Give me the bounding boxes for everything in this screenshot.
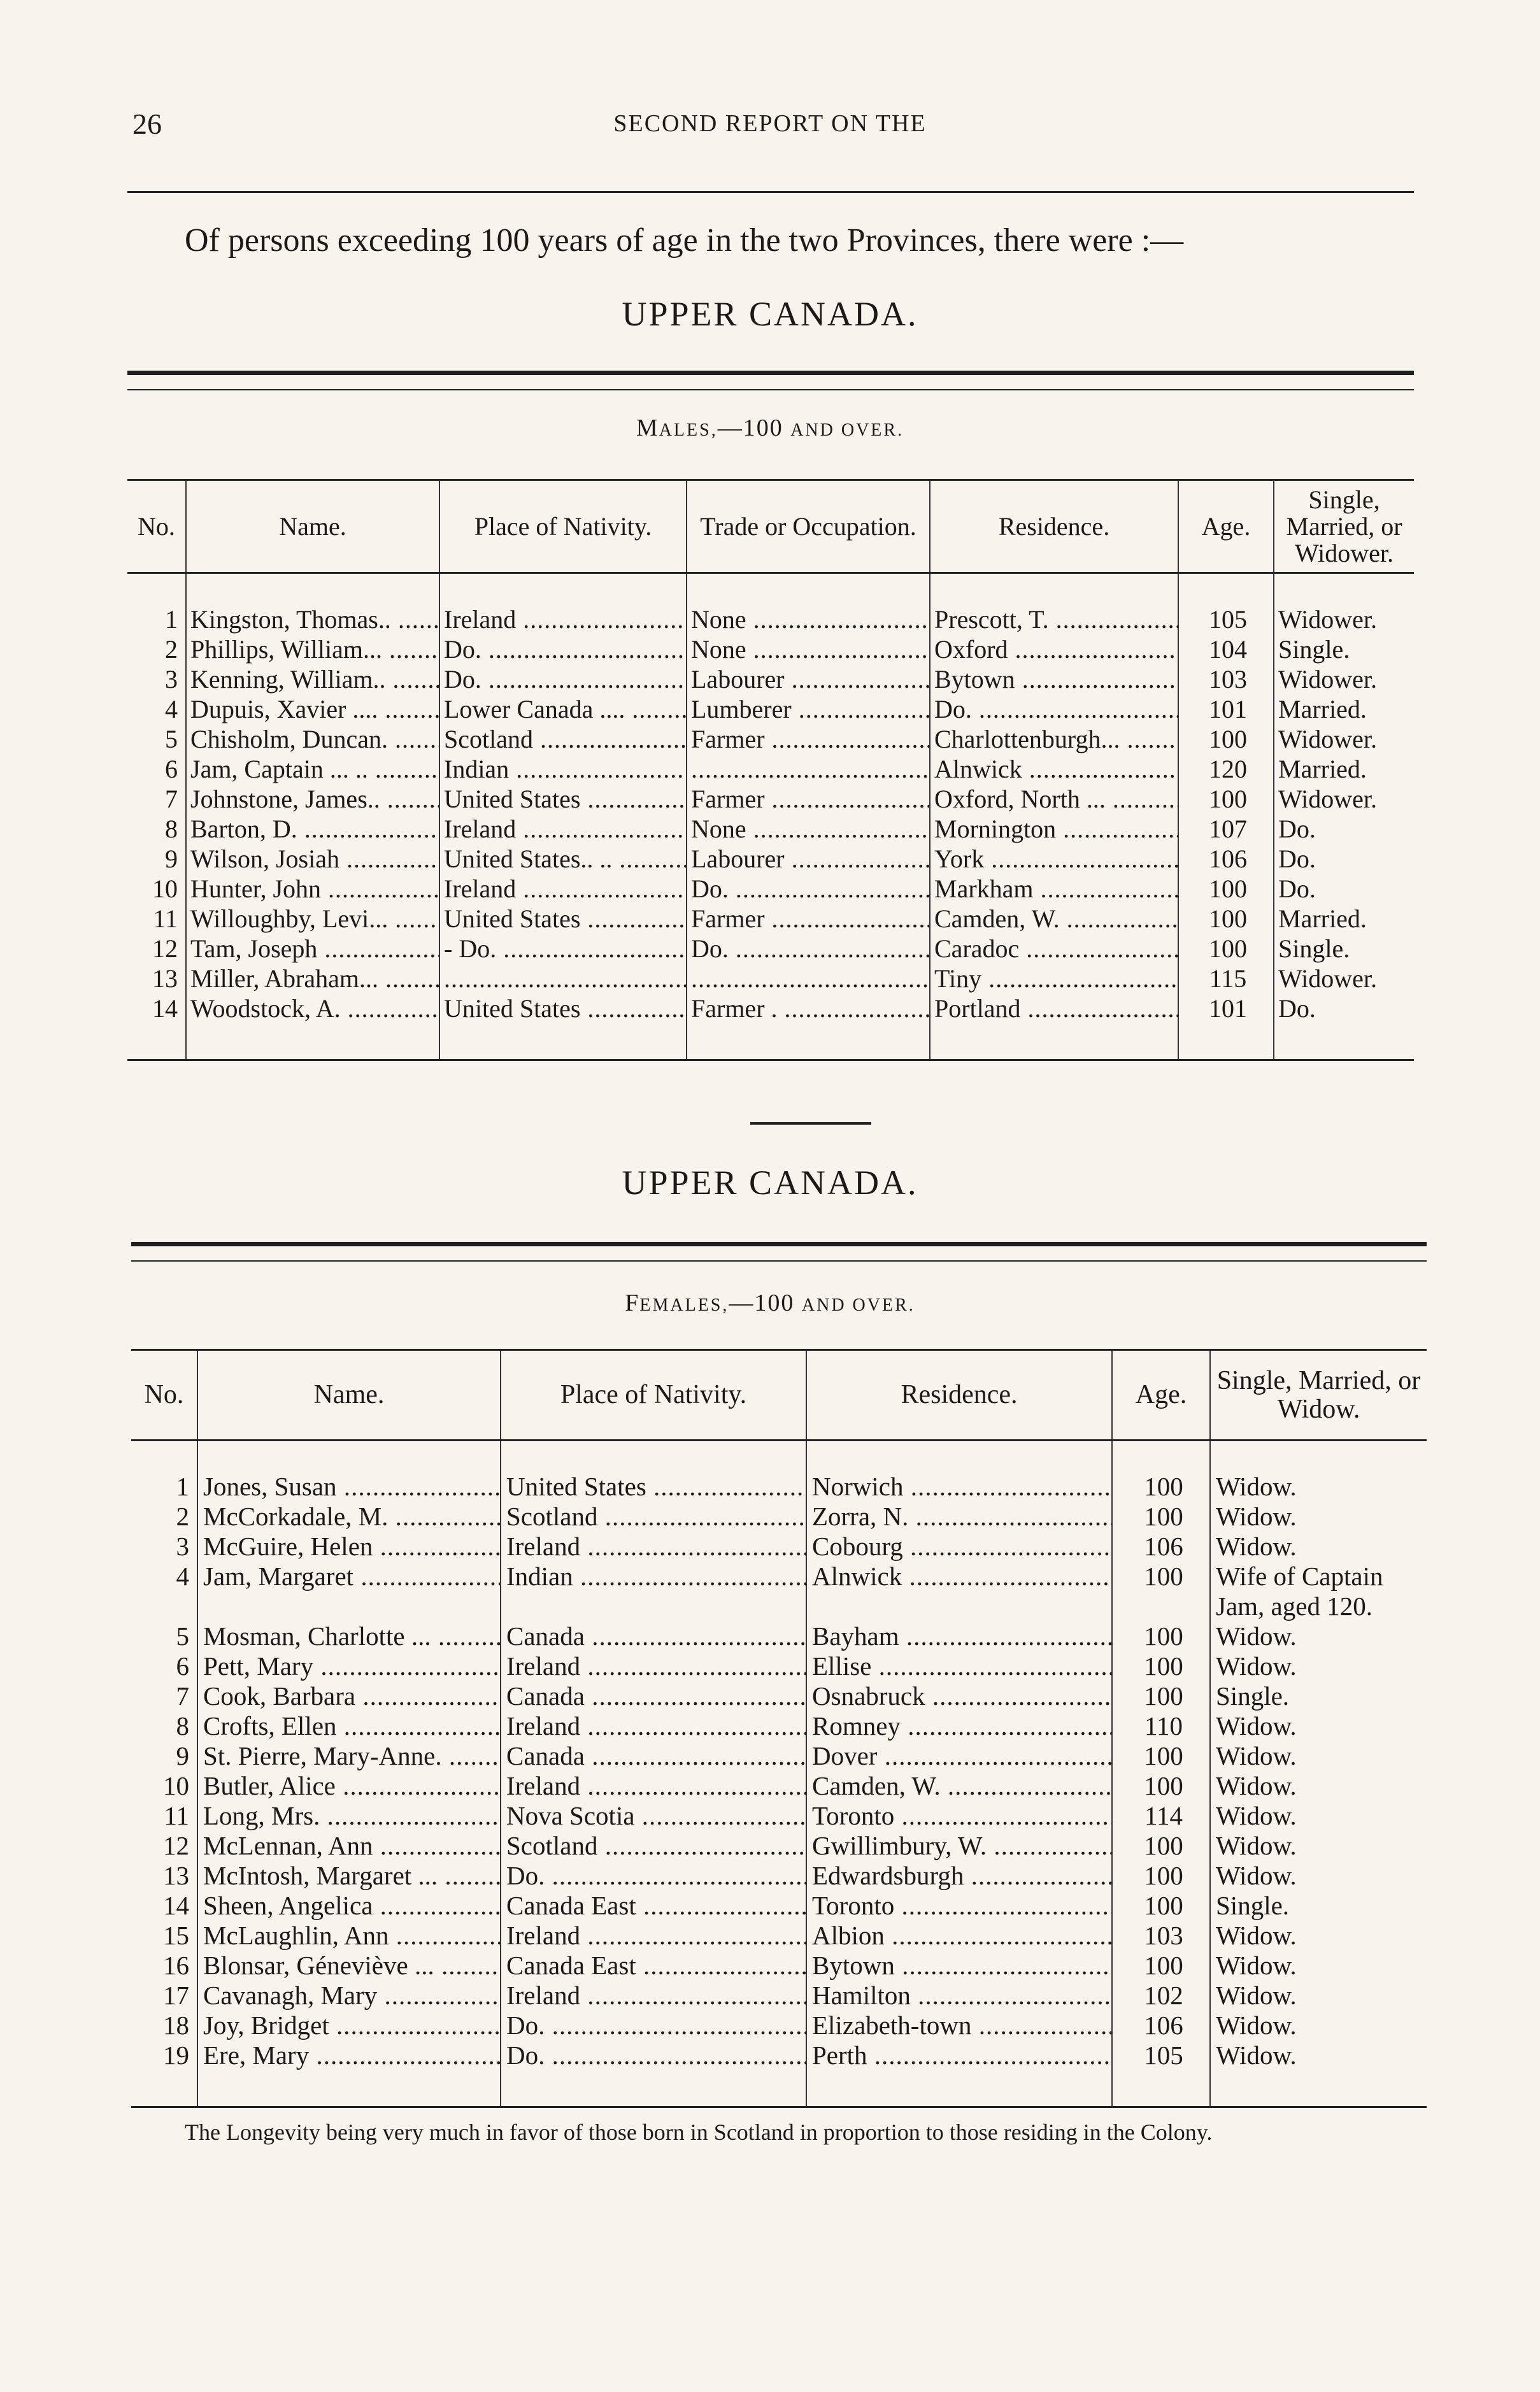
cell-residence: Elizabeth-town ..... bbox=[806, 2011, 1112, 2040]
cell-age: 101 bbox=[1178, 993, 1274, 1060]
males-table bbox=[127, 479, 1414, 1061]
cell-nativity: Do. ..... bbox=[501, 2040, 806, 2107]
cell-residence: Portland ..... bbox=[930, 993, 1178, 1060]
cell-residence: Norwich ..... bbox=[806, 1441, 1112, 1502]
cell-nativity: Canada ..... bbox=[501, 1681, 806, 1711]
females-header-row bbox=[131, 1350, 1427, 1441]
cell-occupation: Lumberer ..... bbox=[687, 694, 930, 724]
cell-age: 100 bbox=[1112, 1651, 1210, 1681]
table-row bbox=[131, 1951, 1427, 1981]
cell-no: 6 bbox=[165, 755, 178, 783]
table-row bbox=[127, 634, 1414, 664]
cell-no: 3 bbox=[176, 1532, 189, 1561]
cell-no: 7 bbox=[165, 785, 178, 813]
col-header-status: Single, Married, or Widow. bbox=[1210, 1350, 1427, 1441]
col-header-age: Age. bbox=[1178, 480, 1274, 573]
table-row bbox=[131, 1771, 1427, 1801]
cell-age: 100 bbox=[1178, 934, 1274, 964]
cell-age: 100 bbox=[1112, 1681, 1210, 1711]
cell-name: McIntosh, Margaret ... ..... bbox=[197, 1861, 501, 1891]
cell-nativity: United States.. .. ..... bbox=[439, 844, 687, 874]
cell-occupation: Farmer ..... bbox=[687, 784, 930, 814]
cell-age: 102 bbox=[1112, 1981, 1210, 2011]
cell-status: Wife of Captain Jam, aged 120. bbox=[1210, 1562, 1427, 1621]
col-header-status: Single, Married, or Widower. bbox=[1274, 480, 1414, 573]
cell-no: 12 bbox=[152, 934, 178, 963]
cell-age: 100 bbox=[1178, 784, 1274, 814]
cell-status: Widow. bbox=[1210, 1532, 1427, 1562]
cell-status: Widower. bbox=[1274, 964, 1414, 993]
section-separator bbox=[750, 1122, 871, 1125]
cell-name: Cook, Barbara ..... bbox=[197, 1681, 501, 1711]
cell-no: 9 bbox=[176, 1741, 189, 1770]
cell-status: Widow. bbox=[1210, 2040, 1427, 2107]
cell-no: 4 bbox=[176, 1562, 189, 1591]
cell-occupation: Do. ..... bbox=[687, 934, 930, 964]
table-row bbox=[131, 1502, 1427, 1532]
cell-residence: Bytown ..... bbox=[930, 664, 1178, 694]
cell-no: 3 bbox=[165, 665, 178, 694]
cell-occupation: Farmer ..... bbox=[687, 724, 930, 754]
cell-occupation: Farmer ..... bbox=[687, 904, 930, 934]
cell-residence: Toronto ..... bbox=[806, 1801, 1112, 1831]
table-row bbox=[127, 814, 1414, 844]
cell-age: 100 bbox=[1178, 904, 1274, 934]
cell-name: McCorkadale, M. ..... bbox=[197, 1502, 501, 1532]
cell-no: 8 bbox=[165, 815, 178, 843]
cell-occupation: Farmer . ..... bbox=[687, 993, 930, 1060]
cell-age: 101 bbox=[1178, 694, 1274, 724]
col-header-residence: Residence. bbox=[806, 1350, 1112, 1441]
cell-residence: Tiny ..... bbox=[930, 964, 1178, 993]
cell-age: 100 bbox=[1112, 1441, 1210, 1502]
cell-status: Widow. bbox=[1210, 1711, 1427, 1741]
header-rule bbox=[127, 191, 1414, 193]
cell-residence: Markham ..... bbox=[930, 874, 1178, 904]
cell-residence: Bytown ..... bbox=[806, 1951, 1112, 1981]
col-header-no: No. bbox=[131, 1350, 197, 1441]
table-row bbox=[131, 1741, 1427, 1771]
cell-name: Jam, Captain ... .. ..... bbox=[186, 754, 439, 784]
cell-no: 5 bbox=[165, 725, 178, 753]
cell-no: 4 bbox=[165, 695, 178, 723]
table-row bbox=[127, 874, 1414, 904]
cell-status: Do. bbox=[1274, 993, 1414, 1060]
col-header-residence: Residence. bbox=[930, 480, 1178, 573]
cell-name: Kingston, Thomas.. ..... bbox=[186, 573, 439, 635]
cell-name: Blonsar, Géneviève ... ..... bbox=[197, 1951, 501, 1981]
cell-status: Widower. bbox=[1274, 784, 1414, 814]
males-subtitle: MALES,—100 AND OVER. bbox=[636, 415, 904, 441]
cell-residence: Camden, W. ..... bbox=[930, 904, 1178, 934]
cell-age: 120 bbox=[1178, 754, 1274, 784]
cell-name: Ere, Mary ..... bbox=[197, 2040, 501, 2107]
cell-no: 10 bbox=[152, 874, 178, 903]
col-header-name: Name. bbox=[197, 1350, 501, 1441]
cell-occupation bbox=[687, 964, 930, 993]
cell-residence: Prescott, T. ..... bbox=[930, 573, 1178, 635]
col-header-age: Age. bbox=[1112, 1350, 1210, 1441]
cell-status: Married. bbox=[1274, 694, 1414, 724]
cell-residence: Cobourg ..... bbox=[806, 1532, 1112, 1562]
cell-status: Married. bbox=[1274, 904, 1414, 934]
cell-no: 2 bbox=[176, 1502, 189, 1531]
col-header-nativity: Place of Nativity. bbox=[439, 480, 687, 573]
cell-age: 106 bbox=[1178, 844, 1274, 874]
cell-status: Widow. bbox=[1210, 1741, 1427, 1771]
cell-age: 100 bbox=[1112, 1771, 1210, 1801]
females-table-body bbox=[131, 1441, 1427, 2107]
cell-name: Joy, Bridget ..... bbox=[197, 2011, 501, 2040]
cell-name: St. Pierre, Mary-Anne. ..... bbox=[197, 1741, 501, 1771]
table-row bbox=[131, 1831, 1427, 1861]
cell-age: 100 bbox=[1112, 1891, 1210, 1921]
footnote: The Longevity being very much in favor of those born in Scotland in proportion to those residing in the Colony. bbox=[185, 2119, 1213, 2145]
cell-status: Widow. bbox=[1210, 1621, 1427, 1651]
cell-nativity: Canada East ..... bbox=[501, 1891, 806, 1921]
table-row bbox=[127, 904, 1414, 934]
cell-status: Widower. bbox=[1274, 573, 1414, 635]
cell-nativity: Ireland ..... bbox=[439, 874, 687, 904]
cell-no: 19 bbox=[131, 2040, 197, 2107]
cell-name: Butler, Alice ..... bbox=[197, 1771, 501, 1801]
cell-age: 100 bbox=[1112, 1621, 1210, 1651]
cell-status: Widow. bbox=[1210, 1441, 1427, 1502]
table-row bbox=[127, 664, 1414, 694]
cell-status: Widow. bbox=[1210, 1771, 1427, 1801]
cell-residence: Zorra, N. ..... bbox=[806, 1502, 1112, 1532]
cell-no: 15 bbox=[163, 1921, 189, 1950]
cell-age: 103 bbox=[1112, 1921, 1210, 1951]
table-row bbox=[131, 1532, 1427, 1562]
table-row bbox=[127, 573, 1414, 635]
females-table bbox=[131, 1349, 1427, 2108]
cell-occupation: None ..... bbox=[687, 573, 930, 635]
cell-nativity: Do. ..... bbox=[439, 634, 687, 664]
table-row bbox=[131, 1562, 1427, 1621]
cell-no: 7 bbox=[176, 1681, 189, 1711]
cell-no: 14 bbox=[163, 1891, 189, 1920]
cell-nativity: Do. ..... bbox=[501, 2011, 806, 2040]
cell-nativity: Ireland ..... bbox=[439, 814, 687, 844]
cell-no: 6 bbox=[176, 1651, 189, 1681]
cell-nativity: Ireland ..... bbox=[501, 1711, 806, 1741]
cell-nativity: Indian ..... bbox=[439, 754, 687, 784]
table-row bbox=[131, 1441, 1427, 1502]
cell-residence: Toronto ..... bbox=[806, 1891, 1112, 1921]
cell-name: Willoughby, Levi... ..... bbox=[186, 904, 439, 934]
cell-nativity: United States ..... bbox=[501, 1441, 806, 1502]
cell-age: 100 bbox=[1112, 1741, 1210, 1771]
cell-status: Do. bbox=[1274, 874, 1414, 904]
cell-nativity: Ireland ..... bbox=[501, 1651, 806, 1681]
table-row bbox=[127, 784, 1414, 814]
cell-name: Sheen, Angelica ..... bbox=[197, 1891, 501, 1921]
table-row bbox=[131, 1921, 1427, 1951]
cell-residence: Oxford, North ... ..... bbox=[930, 784, 1178, 814]
table-row bbox=[131, 1711, 1427, 1741]
cell-name: Cavanagh, Mary ..... bbox=[197, 1981, 501, 2011]
cell-age: 104 bbox=[1178, 634, 1274, 664]
cell-residence: Osnabruck ..... bbox=[806, 1681, 1112, 1711]
females-subtitle: FEMALES,—100 AND OVER. bbox=[625, 1290, 915, 1316]
cell-age: 100 bbox=[1112, 1562, 1210, 1621]
cell-name: Wilson, Josiah ..... bbox=[186, 844, 439, 874]
cell-age: 110 bbox=[1112, 1711, 1210, 1741]
cell-nativity: United States ..... bbox=[439, 784, 687, 814]
cell-residence: Alnwick ..... bbox=[930, 754, 1178, 784]
cell-no: 16 bbox=[163, 1951, 189, 1980]
cell-occupation: Labourer ..... bbox=[687, 844, 930, 874]
table-row bbox=[127, 754, 1414, 784]
cell-nativity: Scotland ..... bbox=[501, 1502, 806, 1532]
cell-nativity: Canada ..... bbox=[501, 1741, 806, 1771]
cell-age: 100 bbox=[1112, 1861, 1210, 1891]
cell-name: Hunter, John ..... bbox=[186, 874, 439, 904]
cell-nativity: Nova Scotia ..... bbox=[501, 1801, 806, 1831]
cell-status: Widow. bbox=[1210, 1502, 1427, 1532]
cell-nativity: Ireland ..... bbox=[501, 1532, 806, 1562]
cell-occupation: None ..... bbox=[687, 634, 930, 664]
col-header-nativity: Place of Nativity. bbox=[501, 1350, 806, 1441]
table-row bbox=[127, 964, 1414, 993]
cell-status: Do. bbox=[1274, 814, 1414, 844]
running-head bbox=[0, 107, 1540, 152]
cell-name: Jones, Susan ..... bbox=[197, 1441, 501, 1502]
cell-residence: Ellise ..... bbox=[806, 1651, 1112, 1681]
cell-status: Widower. bbox=[1274, 664, 1414, 694]
cell-age: 100 bbox=[1178, 724, 1274, 754]
cell-nativity: Lower Canada .... ..... bbox=[439, 694, 687, 724]
cell-no: 5 bbox=[176, 1621, 189, 1651]
cell-name: Kenning, William.. ..... bbox=[186, 664, 439, 694]
cell-status: Widow. bbox=[1210, 1921, 1427, 1951]
cell-age: 115 bbox=[1178, 964, 1274, 993]
table-row bbox=[131, 1981, 1427, 2011]
cell-status: Widow. bbox=[1210, 1651, 1427, 1681]
cell-status: Do. bbox=[1274, 844, 1414, 874]
cell-age: 103 bbox=[1178, 664, 1274, 694]
cell-nativity: - Do. ..... bbox=[439, 934, 687, 964]
males-table-body bbox=[127, 573, 1414, 1060]
page-number: 26 bbox=[132, 108, 162, 140]
running-title: SECOND REPORT ON THE bbox=[613, 110, 927, 137]
cell-no: 1 bbox=[176, 1472, 189, 1501]
cell-status: Widow. bbox=[1210, 1981, 1427, 2011]
table-row bbox=[131, 2011, 1427, 2040]
cell-status: Married. bbox=[1274, 754, 1414, 784]
cell-nativity bbox=[439, 964, 687, 993]
cell-nativity: Do. ..... bbox=[439, 664, 687, 694]
cell-status: Single. bbox=[1274, 934, 1414, 964]
col-header-name: Name. bbox=[186, 480, 439, 573]
cell-name: Barton, D. ..... bbox=[186, 814, 439, 844]
table-row bbox=[127, 724, 1414, 754]
cell-age: 100 bbox=[1112, 1831, 1210, 1861]
cell-no: 13 bbox=[152, 964, 178, 993]
cell-no: 17 bbox=[163, 1981, 189, 2010]
cell-age: 107 bbox=[1178, 814, 1274, 844]
cell-status: Single. bbox=[1274, 634, 1414, 664]
cell-name: Long, Mrs. ..... bbox=[197, 1801, 501, 1831]
table-row bbox=[131, 1621, 1427, 1651]
cell-nativity: Ireland ..... bbox=[501, 1981, 806, 2011]
cell-status: Widow. bbox=[1210, 1831, 1427, 1861]
cell-residence: Perth ..... bbox=[806, 2040, 1112, 2107]
cell-name: Miller, Abraham... ..... bbox=[186, 964, 439, 993]
cell-residence: Edwardsburgh ..... bbox=[806, 1861, 1112, 1891]
cell-status: Widower. bbox=[1274, 724, 1414, 754]
cell-name: Chisholm, Duncan. ..... bbox=[186, 724, 439, 754]
cell-nativity: United States ..... bbox=[439, 904, 687, 934]
cell-nativity: Canada ..... bbox=[501, 1621, 806, 1651]
cell-no: 2 bbox=[165, 635, 178, 664]
cell-residence: Oxford ..... bbox=[930, 634, 1178, 664]
cell-name: Mosman, Charlotte ... ..... bbox=[197, 1621, 501, 1651]
cell-no: 18 bbox=[163, 2011, 189, 2040]
cell-residence: Alnwick ..... bbox=[806, 1562, 1112, 1621]
cell-age: 106 bbox=[1112, 2011, 1210, 2040]
cell-no: 9 bbox=[165, 844, 178, 873]
cell-residence: Bayham ..... bbox=[806, 1621, 1112, 1651]
cell-residence: Dover ..... bbox=[806, 1741, 1112, 1771]
cell-age: 100 bbox=[1112, 1502, 1210, 1532]
cell-name: Dupuis, Xavier .... ..... bbox=[186, 694, 439, 724]
table-row bbox=[131, 1801, 1427, 1831]
cell-status: Widow. bbox=[1210, 1951, 1427, 1981]
cell-residence: Charlottenburgh... ..... bbox=[930, 724, 1178, 754]
table-row bbox=[131, 1681, 1427, 1711]
cell-nativity: Indian ..... bbox=[501, 1562, 806, 1621]
cell-occupation bbox=[687, 754, 930, 784]
table-row bbox=[131, 2040, 1427, 2107]
cell-name: McGuire, Helen ..... bbox=[197, 1532, 501, 1562]
cell-occupation: None ..... bbox=[687, 814, 930, 844]
males-header-row bbox=[127, 480, 1414, 573]
cell-residence: Albion ..... bbox=[806, 1921, 1112, 1951]
cell-nativity: Do. ..... bbox=[501, 1861, 806, 1891]
cell-no: 14 bbox=[127, 993, 186, 1060]
table-row bbox=[127, 934, 1414, 964]
cell-nativity: Ireland ..... bbox=[501, 1771, 806, 1801]
cell-nativity: Canada East ..... bbox=[501, 1951, 806, 1981]
cell-name: McLennan, Ann ..... bbox=[197, 1831, 501, 1861]
cell-name: Phillips, William... ..... bbox=[186, 634, 439, 664]
intro-paragraph: Of persons exceeding 100 years of age in the two Provinces, there were :— bbox=[185, 222, 1184, 259]
cell-age: 105 bbox=[1178, 573, 1274, 635]
females-section-title: UPPER CANADA. bbox=[622, 1164, 918, 1202]
cell-no: 10 bbox=[163, 1771, 189, 1800]
table-row bbox=[127, 694, 1414, 724]
cell-nativity: United States ..... bbox=[439, 993, 687, 1060]
cell-no: 11 bbox=[164, 1801, 189, 1830]
cell-name: Woodstock, A. ..... bbox=[186, 993, 439, 1060]
males-section-title: UPPER CANADA. bbox=[622, 295, 918, 333]
cell-age: 114 bbox=[1112, 1801, 1210, 1831]
females-double-rule bbox=[131, 1242, 1427, 1262]
cell-nativity: Scotland ..... bbox=[439, 724, 687, 754]
cell-name: Johnstone, James.. ..... bbox=[186, 784, 439, 814]
table-row bbox=[131, 1891, 1427, 1921]
table-row bbox=[127, 844, 1414, 874]
cell-residence: Do. ..... bbox=[930, 694, 1178, 724]
cell-name: McLaughlin, Ann ..... bbox=[197, 1921, 501, 1951]
cell-status: Single. bbox=[1210, 1681, 1427, 1711]
cell-residence: Gwillimbury, W. ..... bbox=[806, 1831, 1112, 1861]
cell-status: Widow. bbox=[1210, 1861, 1427, 1891]
cell-residence: York ..... bbox=[930, 844, 1178, 874]
col-header-occupation: Trade or Occupation. bbox=[687, 480, 930, 573]
cell-age: 100 bbox=[1112, 1951, 1210, 1981]
cell-status: Widow. bbox=[1210, 1801, 1427, 1831]
cell-name: Jam, Margaret ..... bbox=[197, 1562, 501, 1621]
cell-no: 11 bbox=[153, 904, 178, 933]
cell-age: 106 bbox=[1112, 1532, 1210, 1562]
table-row bbox=[131, 1861, 1427, 1891]
cell-status: Single. bbox=[1210, 1891, 1427, 1921]
males-double-rule bbox=[127, 371, 1414, 390]
cell-occupation: Labourer ..... bbox=[687, 664, 930, 694]
cell-no: 13 bbox=[163, 1861, 189, 1890]
cell-name: Crofts, Ellen ..... bbox=[197, 1711, 501, 1741]
cell-no: 12 bbox=[163, 1831, 189, 1860]
cell-no: 1 bbox=[165, 605, 178, 634]
cell-residence: Romney ..... bbox=[806, 1711, 1112, 1741]
cell-no: 8 bbox=[176, 1711, 189, 1741]
cell-residence: Mornington ..... bbox=[930, 814, 1178, 844]
cell-residence: Caradoc ..... bbox=[930, 934, 1178, 964]
cell-status: Widow. bbox=[1210, 2011, 1427, 2040]
cell-nativity: Ireland ..... bbox=[439, 573, 687, 635]
cell-residence: Camden, W. ..... bbox=[806, 1771, 1112, 1801]
cell-name: Tam, Joseph ..... bbox=[186, 934, 439, 964]
cell-nativity: Ireland ..... bbox=[501, 1921, 806, 1951]
cell-age: 100 bbox=[1178, 874, 1274, 904]
table-row bbox=[131, 1651, 1427, 1681]
cell-nativity: Scotland ..... bbox=[501, 1831, 806, 1861]
cell-age: 105 bbox=[1112, 2040, 1210, 2107]
col-header-no: No. bbox=[127, 480, 186, 573]
table-row bbox=[127, 993, 1414, 1060]
cell-occupation: Do. ..... bbox=[687, 874, 930, 904]
cell-residence: Hamilton ..... bbox=[806, 1981, 1112, 2011]
cell-name: Pett, Mary ..... bbox=[197, 1651, 501, 1681]
